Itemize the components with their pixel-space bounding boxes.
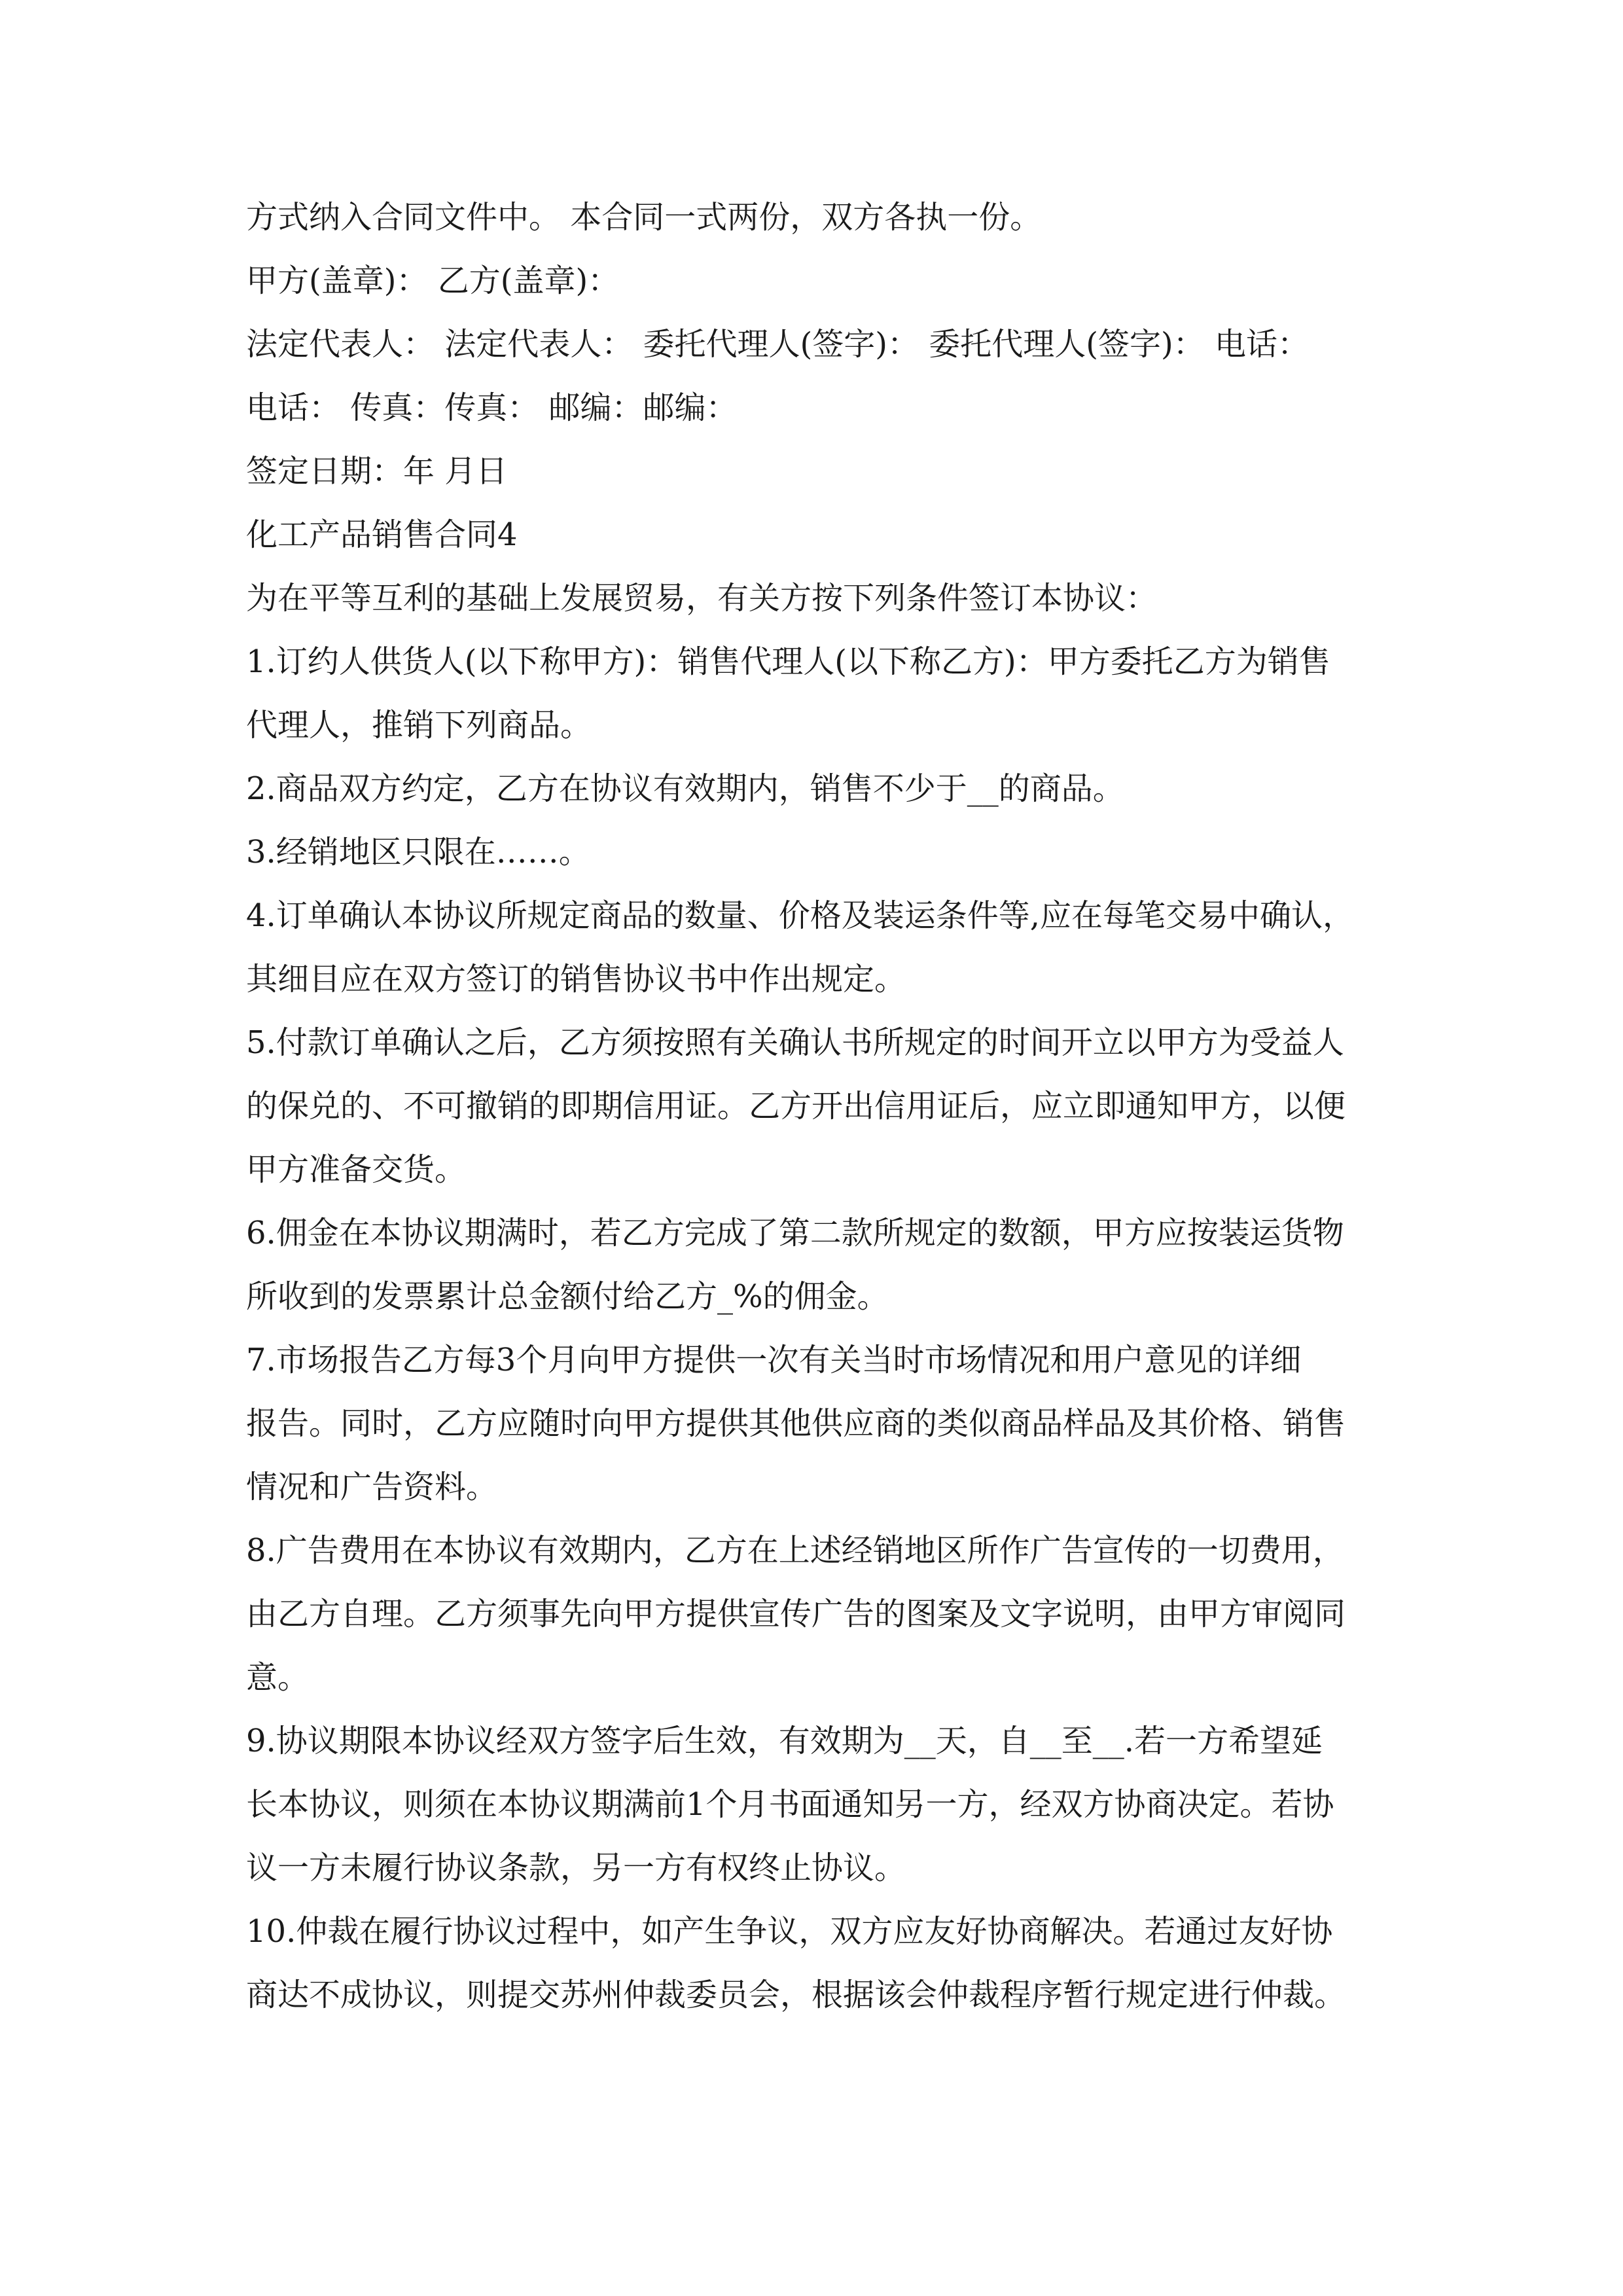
text-line: 其细目应在双方签订的销售协议书中作出规定。 [246,961,906,997]
text-line: 代理人，推销下列商品。 [246,707,592,744]
text-line: 法定代表人： 法定代表人： 委托代理人(签字)： 委托代理人(签字)： 电话： [246,326,1309,363]
text-line: 的保兑的、不可撤销的即期信用证。乙方开出信用证后，应立即通知甲方，以便 [246,1088,1346,1124]
text-line: 情况和广告资料。 [246,1469,498,1505]
text-line: 议一方未履行协议条款，另一方有权终止协议。 [246,1850,906,1886]
text-line: 2.商品双方约定，乙方在协议有效期内，销售不少于__的商品。 [246,770,1124,807]
text-line: 甲方准备交货。 [246,1151,467,1188]
text-line: 6.佣金在本协议期满时，若乙方完成了第二款所规定的数额，甲方应按装运货物 [246,1215,1344,1251]
text-line: 报告。同时，乙方应随时向甲方提供其他供应商的类似商品样品及其价格、销售 [246,1405,1346,1442]
text-line: 电话： 传真：传真： 邮编：邮编： [246,389,738,426]
text-line: 由乙方自理。乙方须事先向甲方提供宣传广告的图案及文字说明，由甲方审阅同 [246,1596,1346,1632]
text-line: 方式纳入合同文件中。 本合同一式两份，双方各执一份。 [246,199,1042,236]
text-line: 9.协议期限本协议经双方签字后生效，有效期为__天，自__至__.若一方希望延 [246,1723,1323,1759]
text-line: 签定日期：年 月日 [246,453,508,490]
text-line: 7.市场报告乙方每3个月向甲方提供一次有关当时市场情况和用户意见的详细 [246,1342,1302,1378]
text-line: 商达不成协议，则提交苏州仲裁委员会，根据该会仲裁程序暂行规定进行仲裁。 [246,1977,1346,2013]
text-line: 为在平等互利的基础上发展贸易，有关方按下列条件签订本协议： [246,580,1158,617]
text-line: 4.订单确认本协议所规定商品的数量、价格及装运条件等,应在每笔交易中确认， [246,897,1355,934]
text-line: 8.广告费用在本协议有效期内，乙方在上述经销地区所作广告宣传的一切费用， [246,1532,1344,1569]
text-line: 所收到的发票累计总金额付给乙方_%的佣金。 [246,1278,889,1315]
text-line: 10.仲裁在履行协议过程中，如产生争议，双方应友好协商解决。若通过友好协 [246,1913,1333,1950]
section-title: 化工产品销售合同4 [246,516,518,553]
text-line: 5.付款订单确认之后，乙方须按照有关确认书所规定的时间开立以甲方为受益人 [246,1024,1344,1061]
text-line: 甲方(盖章)： 乙方(盖章)： [246,262,620,299]
text-line: 长本协议，则须在本协议期满前1个月书面通知另一方，经双方协商决定。若协 [246,1786,1334,1823]
text-line: 3.经销地区只限在……。 [246,834,590,870]
text-line: 意。 [246,1659,310,1696]
text-line: 1.订约人供货人(以下称甲方)：销售代理人(以下称乙方)：甲方委托乙方为销售 [246,643,1330,680]
